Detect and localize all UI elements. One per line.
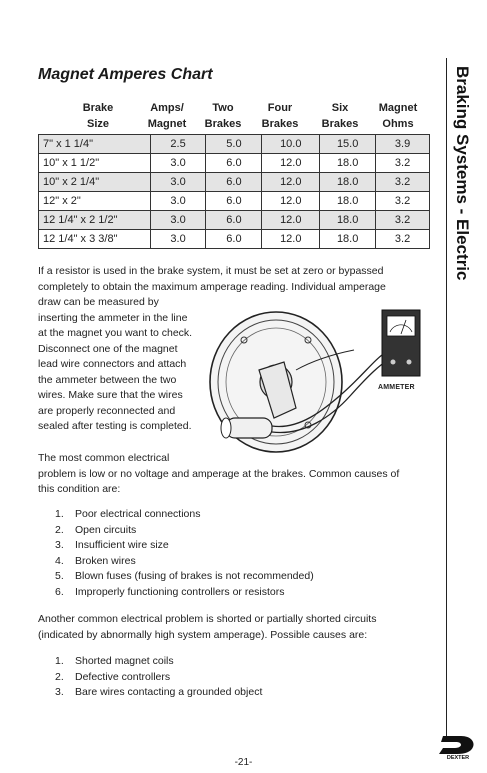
table-cell: 18.0 [320,154,376,173]
table-cell: 2.5 [150,135,206,154]
table-cell: 18.0 [320,230,376,249]
short-circuit-causes-list [55,654,425,701]
table-cell: 3.9 [376,135,430,154]
table-cell: 6.0 [206,230,262,249]
table-cell: 12.0 [262,192,320,211]
table-cell: 3.2 [376,173,430,192]
brake-ammeter-illustration [204,300,429,460]
table-cell: 3.0 [150,173,206,192]
magnet-amperes-table [38,134,430,249]
table-cell: 18.0 [320,173,376,192]
table-cell: 3.2 [376,192,430,211]
table-cell: 3.2 [376,211,430,230]
table-cell: 10" x 2 1/4" [39,173,151,192]
table-row [39,154,430,173]
list-item: 3. Bare wires contacting a grounded object [55,686,263,698]
table-cell: 12" x 2" [39,192,151,211]
table-row [39,135,430,154]
table-cell: 6.0 [206,173,262,192]
brake-assembly-icon [204,300,429,460]
section-divider [446,58,447,736]
page-number: -21- [234,757,253,768]
section-title: Braking Systems - Electric [453,66,472,281]
list-item: 1. Poor electrical connections [55,508,201,520]
table-row [39,173,430,192]
low-voltage-paragraph: The most common electrical problem is low or no voltage and amperage at the brakes. Common causes of this condition are: [38,452,400,495]
header-six-brakes: Six Brakes [321,102,359,130]
table-cell: 3.0 [150,230,206,249]
table-row [39,192,430,211]
table-cell: 3.0 [150,154,206,173]
table-row [39,211,430,230]
low-voltage-causes-list [55,507,425,600]
list-item: 2. Open circuits [55,523,137,536]
list-item: 5. Blown fuses (fusing of brakes is not recommended) [55,570,314,582]
list-item: 3. Insufficient wire size [55,539,169,551]
ammeter-label: AMMETER [378,384,415,391]
table-cell: 3.0 [150,211,206,230]
table-cell: 10" x 1 1/2" [39,154,151,173]
table-cell: 12.0 [262,173,320,192]
table-cell: 12 1/4" x 2 1/2" [39,211,151,230]
table-header [38,100,430,132]
table-cell: 12.0 [262,230,320,249]
table-cell: 3.2 [376,154,430,173]
header-amps-magnet: Amps/ Magnet [147,102,187,130]
header-four-brakes: Four Brakes [261,102,299,130]
list-item: 4. Broken wires [55,554,136,567]
table-cell: 6.0 [206,192,262,211]
table-cell: 15.0 [320,135,376,154]
page-title: Magnet Amperes Chart [38,66,213,83]
list-item: 1. Shorted magnet coils [55,655,174,667]
table-cell: 6.0 [206,211,262,230]
list-item: 6. Improperly functioning controllers or resistors [55,585,285,598]
table-cell: 12.0 [262,211,320,230]
table-cell: 3.2 [376,230,430,249]
table-cell: 12.0 [262,154,320,173]
table-cell: 10.0 [262,135,320,154]
header-brake-size: Brake Size [82,102,114,130]
svg-text:DEXTER: DEXTER [446,755,470,760]
header-two-brakes: Two Brakes [204,102,242,130]
table-cell: 7" x 1 1/4" [39,135,151,154]
short-circuit-paragraph: Another common electrical problem is shorted or partially shorted circuits (indicated by abnormally high system amperage). Possible causes are: [38,613,377,641]
resistor-paragraph: If a resistor is used in the brake system, it must be set at zero or bypassed completely to obtain the maximum amperage reading. Individual amperage draw can be measured by inserting the ammeter in the line at the magnet you want to check. Disconnect one of the magnet lead wire connectors and attach the ammeter between the two wires. Make sure that the wires are properly reconnected and sealed after testing is completed. [38,265,386,432]
table-cell: 12 1/4" x 3 3/8" [39,230,151,249]
table-row [39,230,430,249]
table-cell: 6.0 [206,154,262,173]
list-item: 2. Defective controllers [55,670,171,683]
table-cell: 3.0 [150,192,206,211]
table-cell: 18.0 [320,192,376,211]
header-magnet-ohms: Magnet Ohms [378,102,418,130]
table-cell: 5.0 [206,135,262,154]
table-cell: 18.0 [320,211,376,230]
